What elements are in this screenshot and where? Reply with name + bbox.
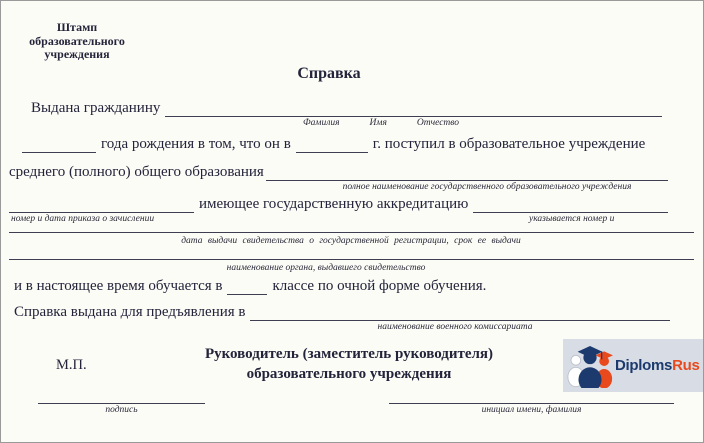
caption-initials: инициал имени, фамилия: [481, 405, 582, 415]
stamp-line: образовательного: [29, 33, 125, 48]
head-title-block: [149, 344, 549, 384]
stamp-line: учреждения: [44, 47, 110, 61]
birth-year-text: года рождения в том, что он в: [101, 136, 291, 152]
initials-blank: [389, 392, 674, 404]
stamp-place-label: М.П.: [56, 357, 87, 373]
education-type-text: среднего (полного) общего образования: [9, 164, 264, 180]
registration-blank: [9, 221, 694, 233]
caption-order-number: номер и дата приказа о зачислении: [11, 214, 155, 224]
current-class-text2: классе по очной форме обучения.: [272, 278, 487, 294]
page-title: Справка: [297, 65, 361, 82]
diplomsrus-logo: [563, 339, 703, 392]
current-class-text1: и в настоящее время обучается в: [14, 278, 223, 294]
logo-wordmark: [615, 357, 700, 374]
stamp-line: Штамп: [56, 20, 98, 34]
birth-year-blank: [22, 137, 96, 153]
enroll-year-blank: [296, 137, 368, 153]
issued-to-label: Выдана гражданину: [31, 100, 161, 116]
presentation-text: Справка выдана для предъявления в: [14, 304, 246, 320]
logo-text-secondary: Rus: [672, 357, 700, 374]
order-number-blank: [9, 197, 194, 213]
form-line-education-type: [9, 164, 673, 181]
name-caption-group: [303, 118, 459, 128]
authority-blank: [9, 248, 694, 260]
caption-authority: наименование органа, выдавшего свидетельство: [226, 263, 426, 273]
class-number-blank: [227, 279, 267, 295]
form-line-issued-to: [31, 100, 667, 117]
caption-institution-name: полное наименование государственного образовательного учреждения: [342, 182, 632, 192]
stamp-block: [13, 21, 141, 62]
head-title-line1: Руководитель (заместитель руководителя): [204, 346, 494, 362]
caption-signature: подпись: [105, 405, 138, 415]
logo-text-primary: Diploms: [615, 357, 673, 374]
caption-firstname: Имя: [369, 118, 387, 128]
caption-surname: Фамилия: [303, 118, 340, 128]
institution-name-blank: [266, 165, 668, 181]
caption-registration: дата выдачи свидетельства о государственной регистрации, срок ее выдачи: [181, 236, 521, 246]
signature-blank: [38, 392, 205, 404]
caption-commissariat: наименование военного комиссариата: [377, 322, 533, 332]
graduates-icon: [567, 343, 613, 388]
caption-patronymic: Отчество: [416, 118, 460, 128]
form-line-current-class: [14, 278, 486, 295]
caption-accreditation-number: указывается номер и: [529, 214, 615, 224]
form-line-presentation: [14, 304, 675, 321]
form-line-birth-year: [17, 136, 669, 153]
citizen-name-blank: [165, 101, 662, 117]
form-line-accreditation: [9, 196, 673, 213]
commissariat-blank: [250, 305, 670, 321]
accreditation-text: имеющее государственную аккредитацию: [199, 196, 469, 212]
accreditation-number-blank: [473, 197, 668, 213]
enroll-text: г. поступил в образовательное учреждение: [372, 136, 646, 152]
head-title-line2: образовательного учреждения: [246, 366, 452, 382]
